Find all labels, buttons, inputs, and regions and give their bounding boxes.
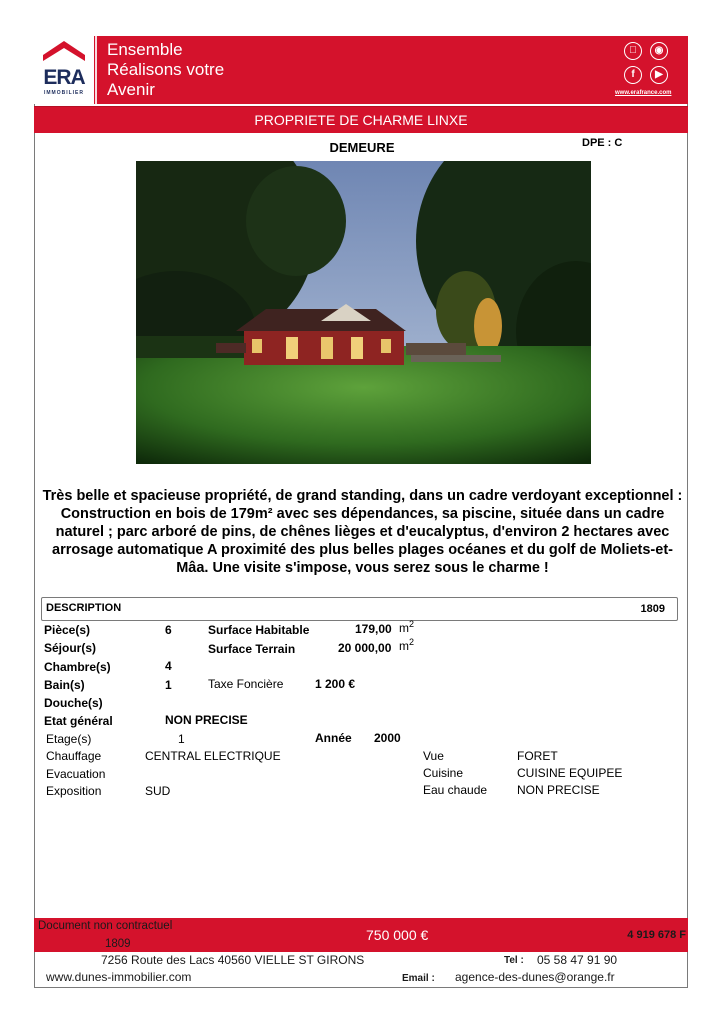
description-title: DESCRIPTION	[46, 602, 122, 614]
logo-text: ERA	[43, 66, 85, 89]
logo-subtext: IMMOBILIER	[44, 90, 84, 96]
surface-habitable-unit: $m^2$	[399, 619, 415, 635]
slogan-line-3: Avenir	[107, 80, 155, 99]
surface-habitable-value: 179,00	[355, 622, 392, 636]
cuisine-value: CUISINE EQUIPEE	[517, 766, 623, 780]
sejours-label: Séjour(s)	[44, 641, 97, 655]
surface-terrain-unit: $m^2$	[399, 637, 415, 653]
apple-icon[interactable]	[624, 42, 642, 60]
slogan-divider	[95, 36, 97, 104]
era-website-link[interactable]: www.erafrance.com	[615, 90, 672, 96]
tel-label: Tel :	[504, 955, 524, 966]
description-header	[41, 597, 678, 621]
vue-value: FORET	[517, 749, 558, 763]
disclaimer: Document non contractuel	[38, 920, 173, 932]
footer-price-bar	[34, 918, 688, 952]
chambres-label: Chambre(s)	[44, 660, 111, 674]
listing-title: PROPRIETE DE CHARME LINXE	[34, 106, 688, 133]
etat-label: Etat général	[44, 714, 113, 728]
bains-value: 1	[165, 678, 172, 692]
etage-value: 1	[178, 732, 185, 746]
chauffage-label: Chauffage	[46, 749, 102, 763]
agency-address: 7256 Route des Lacs 40560 VIELLE ST GIRONS	[101, 953, 365, 967]
taxe-fonciere-label: Taxe Foncière	[208, 677, 284, 691]
dpe-rating: DPE : C	[582, 137, 623, 149]
chauffage-value: CENTRAL ELECTRIQUE	[145, 749, 281, 763]
roof-icon	[42, 40, 86, 62]
pieces-value: 6	[165, 623, 172, 637]
etage-label: Etage(s)	[46, 732, 92, 746]
slogan-line-1: Ensemble	[107, 40, 183, 59]
eau-chaude-label: Eau chaude	[423, 783, 488, 797]
reference-number: 1809	[640, 603, 665, 615]
tel-value[interactable]: 05 58 47 91 90	[537, 953, 618, 967]
annee-value: 2000	[374, 731, 401, 745]
youtube-icon[interactable]: ▶	[650, 66, 668, 84]
email-value[interactable]: agence-des-dunes@orange.fr	[455, 970, 615, 984]
header-banner	[34, 36, 688, 104]
taxe-fonciere-value: 1 200 €	[315, 677, 356, 691]
vue-label: Vue	[423, 749, 444, 763]
exposition-label: Exposition	[46, 784, 102, 798]
surface-habitable-label: Surface Habitable	[208, 623, 310, 637]
era-logo[interactable]	[34, 36, 94, 104]
facebook-icon[interactable]: f	[624, 66, 642, 84]
android-icon[interactable]: ◉	[650, 42, 668, 60]
slogan	[107, 40, 224, 100]
cuisine-label: Cuisine	[423, 766, 464, 780]
surface-terrain-label: Surface Terrain	[208, 642, 296, 656]
price: 750 000 €	[366, 927, 429, 943]
surface-terrain-value: 20 000,00	[338, 641, 392, 655]
eau-chaude-value: NON PRECISE	[517, 783, 600, 797]
agency-website-link[interactable]: www.dunes-immobilier.com	[46, 970, 192, 984]
chambres-value: 4	[165, 659, 172, 673]
price-francs: 4 919 678 F	[627, 929, 686, 941]
annee-label: Année	[315, 731, 352, 745]
email-label: Email :	[402, 973, 435, 984]
etat-value: NON PRECISE	[165, 713, 248, 727]
evacuation-label: Evacuation	[46, 767, 106, 781]
property-type: DEMEURE	[329, 140, 395, 155]
exposition-value: SUD	[145, 784, 171, 798]
douches-label: Douche(s)	[44, 696, 103, 710]
property-photo	[136, 161, 591, 464]
property-description: Très belle et spacieuse propriété, de grand standing, dans un cadre verdoyant exceptionnel : Construction en bois de 179m² avec ses dépendances, sa piscine, située dans un cadre naturel ; parc arboré de pins, de chênes lièges et d'eucalyptus, d'environ 2 hectares avec arrosage automatique A proximité des plus belles plages océanes et du golf de Moliets-et-Mâa. Une visite s'impose, vous serez sous le charme !	[42, 488, 683, 576]
bains-label: Bain(s)	[44, 678, 85, 692]
pieces-label: Pièce(s)	[44, 623, 91, 637]
footer-reference: 1809	[105, 938, 131, 950]
slogan-line-2: Réalisons votre	[107, 60, 225, 79]
